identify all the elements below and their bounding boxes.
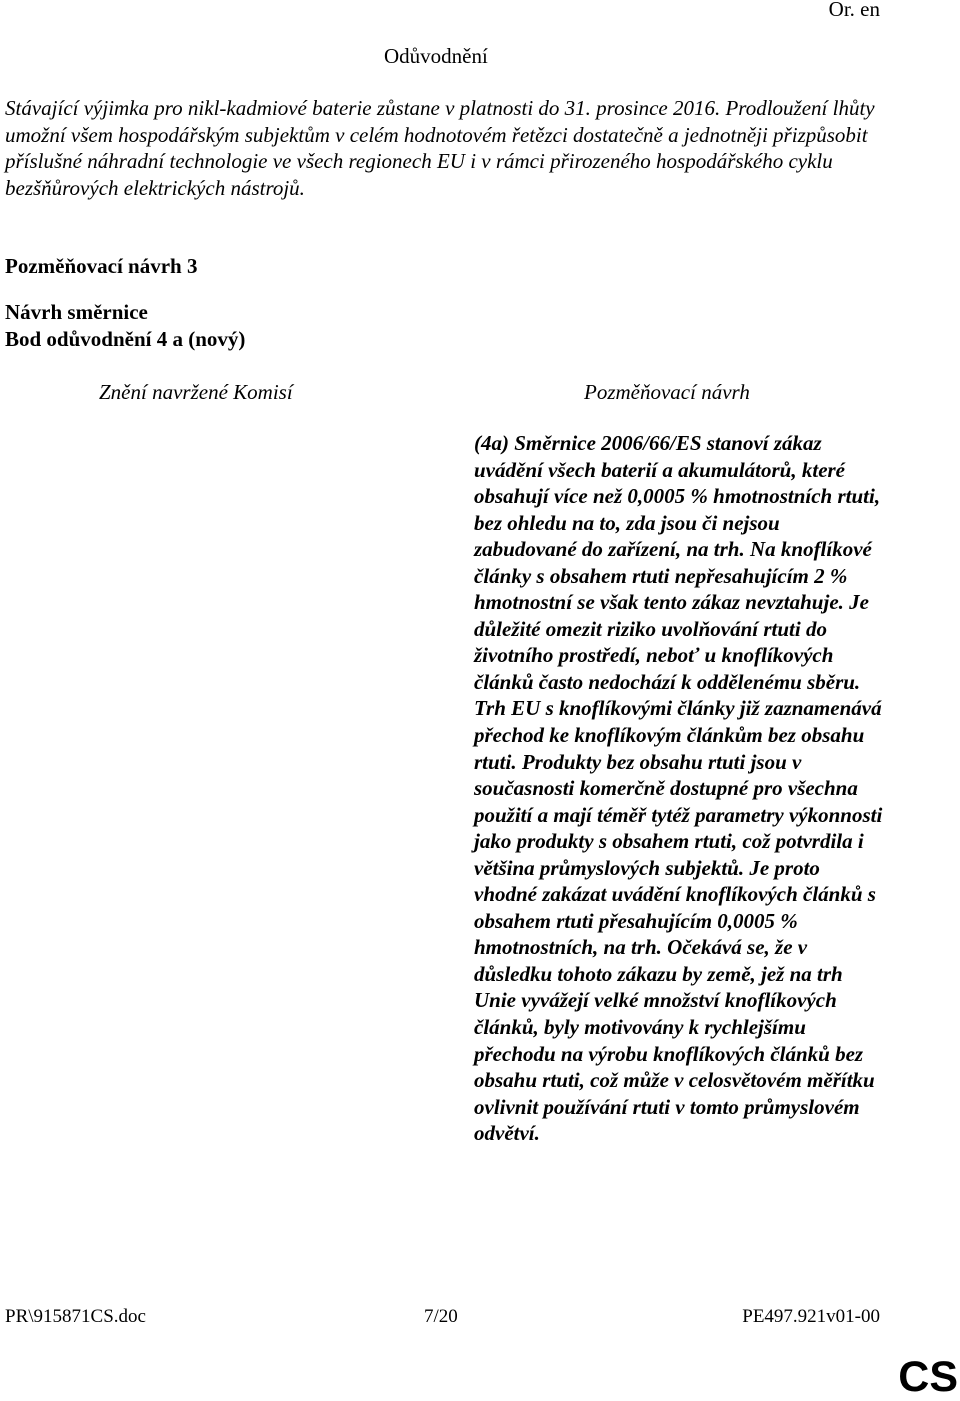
footer-page-number: 7/20 (424, 1306, 458, 1327)
language-code: CS (898, 1353, 958, 1401)
commission-text-column-heading: Znění navržené Komisí (99, 380, 293, 404)
justification-text: Stávající výjimka pro nikl-kadmiové baterie zůstane v platnosti do 31. prosince 2016. Prodloužení lhůty umožní všem hospodářským subjektům v celém hodnotovém řetězci dostatečně a jednotněji přizpůsobit příslušné náhradní technologie ve všech regionech EU i v rámci přirozeného hospodářského cyklu bezšňůrových elektrických nástrojů. (5, 96, 875, 200)
amendment-title: Pozměňovací návrh 3 (5, 254, 198, 278)
amendment-column-heading: Pozměňovací návrh (584, 380, 750, 404)
amendment-proposal-type: Návrh směrnice (5, 300, 148, 324)
amendment-recital-reference: Bod odůvodnění 4 a (nový) (5, 327, 246, 351)
footer-document-reference: PR\915871CS.doc (5, 1306, 146, 1327)
original-language-tag: Or. en (828, 0, 880, 21)
amendment-text: (4a) Směrnice 2006/66/ES stanoví zákaz uvádění všech baterií a akumulátorů, které obsahují více než 0,0005 % hmotnostních rtuti, bez ohledu na to, zda jsou či nejsou zabudované do zařízení, na trh. Na knoflíkové články s obsahem rtuti nepřesahujícím 2 % hmotnostní se však tento zákaz nevztahuje. Je důležité omezit riziko uvolňování rtuti do životního prostředí, neboť u knoflíkových článků často nedochází k oddělenému sběru. Trh EU s knoflíkovými články již zaznamenává přechod ke knoflíkovým článkům bez obsahu rtuti. Produkty bez obsahu rtuti jsou v současnosti komerčně dostupné pro všechna použití a mají téměř tytéž parametry výkonnosti jako produkty s obsahem rtuti, což potvrdila i většina průmyslových subjektů. Je proto vhodné zakázat uvádění knoflíkových článků s obsahem rtuti přesahujícím 0,0005 % hmotnostních, na trh. Očekává se, že v důsledku tohoto zákazu by země, jež na trh Unie vyvážejí velké množství knoflíkových článků, byly motivovány k rychlejšímu přechodu na výrobu knoflíkových článků bez obsahu rtuti, což může v celosvětovém měřítku ovlivnit používání rtuti v tomto průmyslovém odvětví. (474, 431, 883, 1146)
footer-pe-number: PE497.921v01-00 (742, 1306, 880, 1327)
justification-heading: Odůvodnění (384, 44, 488, 68)
